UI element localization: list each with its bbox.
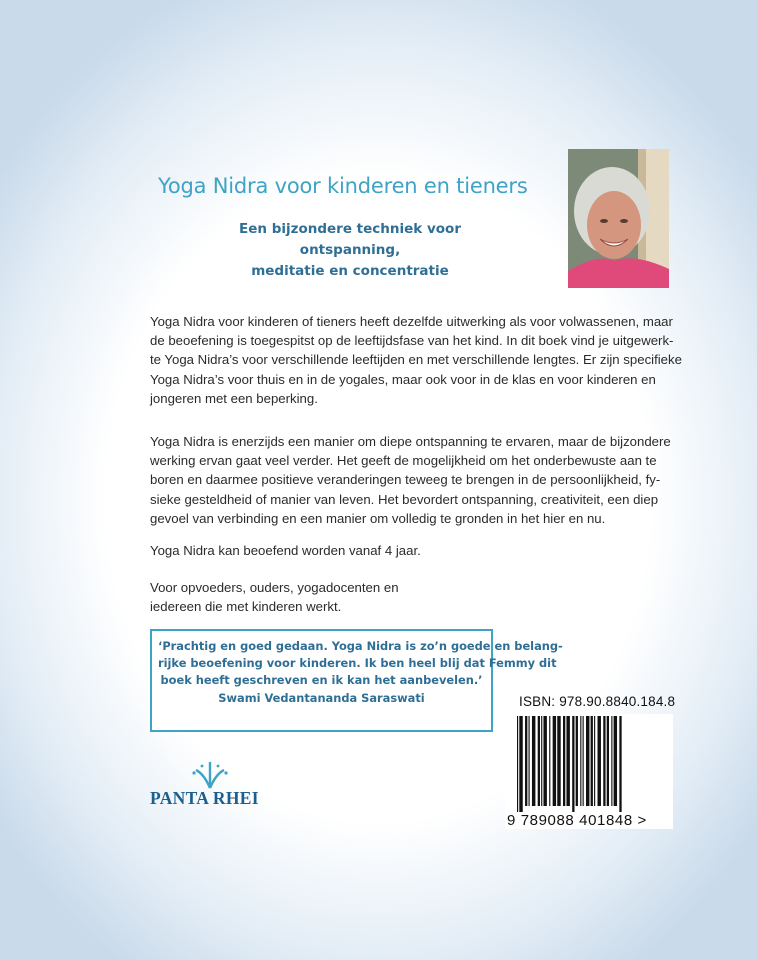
barcode-bar <box>580 716 581 806</box>
description-paragraph <box>150 312 680 408</box>
barcode-bar <box>529 716 530 806</box>
barcode-bar <box>553 716 556 806</box>
book-subtitle <box>200 219 500 282</box>
quote-line: rijke beoefening voor kinderen. Ik ben heel blij dat Femmy dit <box>158 656 557 671</box>
barcode-bar <box>614 716 617 806</box>
barcode-bar <box>532 716 535 806</box>
quote-line: boek heeft geschreven en ik kan het aanbevelen.’ <box>160 673 483 688</box>
barcode-bar <box>563 716 565 806</box>
isbn-label: ISBN: 978.90.8840.184.8 <box>519 694 676 709</box>
subtitle-line: Een bijzondere techniek voor ontspanning, <box>239 221 461 258</box>
barcode-bar <box>598 716 601 806</box>
text-line: te Yoga Nidra’s voor verschillende leeftijden en met verschillende lengtes. Er zijn specifieke <box>150 352 682 368</box>
text-line: sieke gesteldheid of manier van leven. Het bevordert ontspanning, creativiteit, een diep <box>150 491 659 507</box>
text-line: de beoefening is toegespitst op de leeftijdsfase van het kind. In dit boek vind je uitgewerk- <box>150 333 674 349</box>
barcode-bar <box>549 716 550 806</box>
barcode-bar <box>517 716 518 812</box>
text-line: Yoga Nidra is enerzijds een manier om diepe ontspanning te ervaren, maar de bijzondere <box>150 434 671 449</box>
publisher-name: PANTA RHEI <box>150 788 259 808</box>
text-line: Voor opvoeders, ouders, yogadocenten en <box>150 580 399 595</box>
author-photo <box>568 149 669 288</box>
text-line: iedereen die met kinderen werkt. <box>150 599 342 615</box>
testimonial-quote-box <box>150 629 563 732</box>
barcode-bar <box>543 716 546 806</box>
barcode-bar <box>611 716 612 806</box>
text-line: gevoel van verbinding en een manier om volledig te gronden in het hier en nu. <box>150 510 606 526</box>
barcode-bar <box>591 716 593 806</box>
text-line: Yoga Nidra voor kinderen of tieners heeft dezelfde uitwerking als voor volwassenen, maar <box>150 314 673 329</box>
barcode-bar <box>525 716 527 806</box>
barcode-bar <box>603 716 605 806</box>
text-line: werking ervan gaat veel verder. Het geeft de mogelijkheid om het onderbewuste aan te <box>150 453 657 469</box>
subtitle-line: meditatie en concentratie <box>251 263 449 279</box>
barcode-bar <box>538 716 540 806</box>
barcode-bar <box>586 716 589 806</box>
barcode-bar <box>557 716 560 806</box>
quote-line: ‘Prachtig en goed gedaan. Yoga Nidra is zo’n goede en belang- <box>158 639 563 653</box>
quote-author: Swami Vedantananda Saraswati <box>218 690 425 705</box>
barcode-bar <box>594 716 595 806</box>
barcode-bar <box>572 716 574 812</box>
audience-paragraph <box>150 578 680 616</box>
age-paragraph <box>150 541 680 560</box>
fountain-icon <box>150 760 260 790</box>
publisher-logo <box>150 760 260 810</box>
barcode-bar <box>519 716 522 812</box>
barcode-bar <box>576 716 578 806</box>
barcode-bar <box>566 716 569 806</box>
barcode-bar <box>619 716 621 812</box>
book-title: Yoga Nidra voor kinderen en tieners <box>158 174 528 198</box>
text-line: jongeren met een beperking. <box>150 390 318 406</box>
barcode-digits: 9 789088 401848 > <box>507 812 647 829</box>
barcode-bar <box>607 716 609 806</box>
barcode <box>505 714 673 829</box>
text-line: Yoga Nidra kan beoefend worden vanaf 4 jaar. <box>150 543 421 558</box>
text-line: boren en daarmee positieve veranderingen teweeg te brengen in de persoonlijkheid, fy- <box>150 472 661 488</box>
barcode-bar <box>541 716 542 806</box>
description-paragraph <box>150 432 680 528</box>
text-line: Yoga Nidra’s voor thuis en in de yogales, maar ook voor in de klas en voor kinderen en <box>150 371 656 387</box>
barcode-bar <box>583 716 584 806</box>
